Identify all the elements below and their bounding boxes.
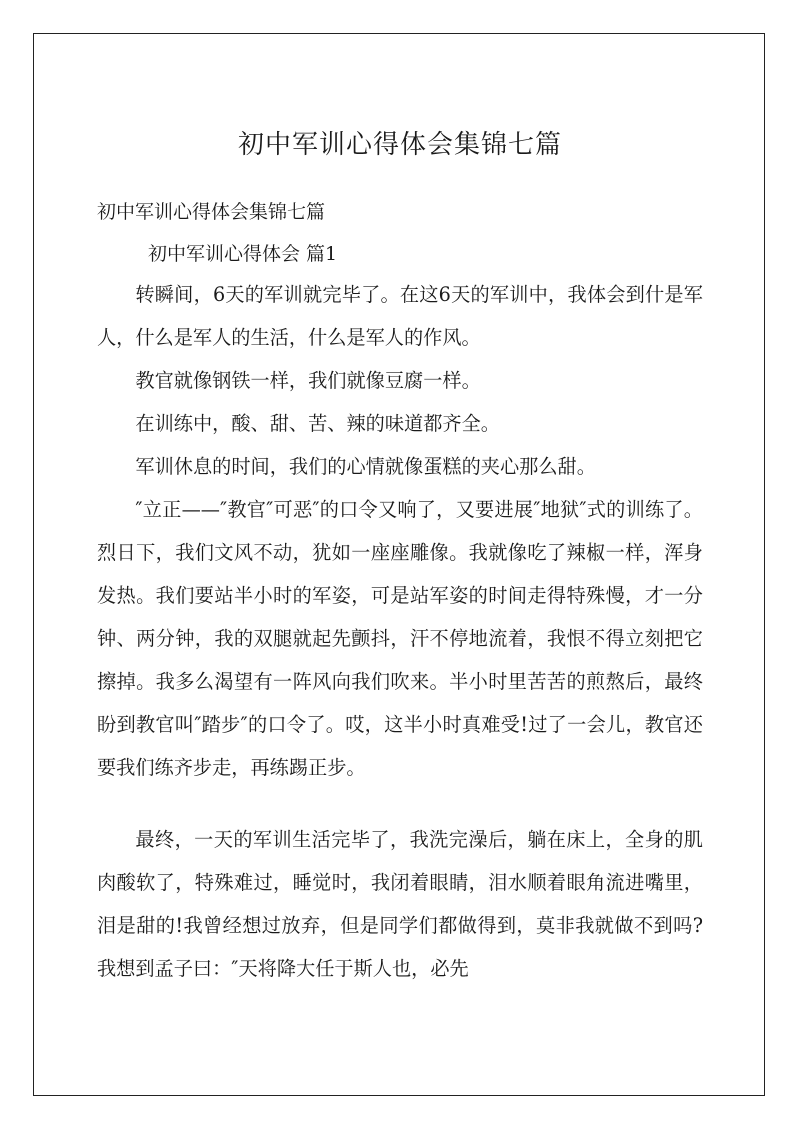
document-heading: 初中军训心得体会集锦七篇 [97, 201, 326, 223]
document-title: 初中军训心得体会集锦七篇 [237, 130, 562, 160]
paragraph: ″立正——″教官″可恶″的口令又响了，又要进展″地狱″式的训练了。烈日下，我们文风不动，犹如一座座雕像。我就像吃了辣椒一样，浑身发热。我们要站半小时的军姿，可是站军姿的时间走得特殊慢，才一分钟、两分钟，我的双腿就起先颤抖，汗不停地流着，我恨不得立刻把它擦掉。我多么渴望有一阵风向我们吹来。半小时里苦苦的煎熬后，最终盼到教官叫″踏步″的口令了。哎，这半小时真难受!过了一会儿，教官还要我们练齐步走，再练踢正步。 [97, 498, 703, 779]
paragraph: 最终，一天的军训生活完毕了，我洗完澡后，躺在床上，全身的肌肉酸软了，特殊难过，睡觉时，我闭着眼睛，泪水顺着眼角流进嘴里，泪是甜的!我曾经想过放弃，但是同学们都做得到，莫非我就做不到吗?我想到孟子曰：″天将降大任于斯人也，必先 [97, 828, 703, 980]
paragraph: 军训休息的时间，我们的心情就像蛋糕的夹心那么甜。 [135, 455, 596, 478]
section-title: 初中军训心得体会 篇1 [148, 243, 338, 265]
paragraph: 教官就像钢铁一样，我们就像豆腐一样。 [135, 369, 481, 392]
paragraph: 在训练中，酸、甜、苦、辣的味道都齐全。 [135, 412, 500, 435]
paragraph: 转瞬间，6天的军训就完毕了。在这6天的军训中，我体会到什是军人，什么是军人的生活，什么是军人的作风。 [97, 283, 703, 349]
